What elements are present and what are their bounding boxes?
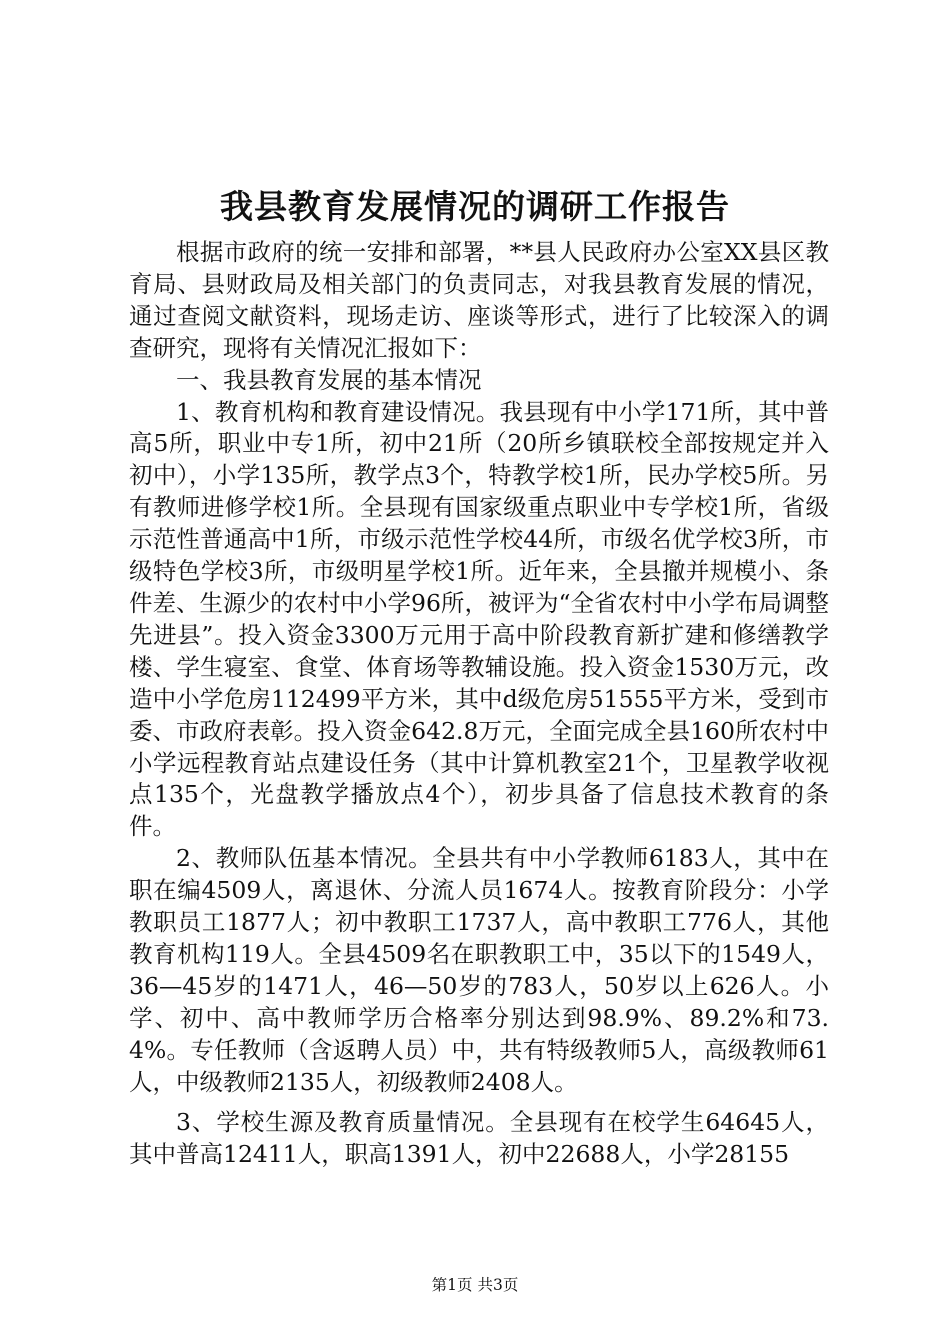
document-title: 我县教育发展情况的调研工作报告: [220, 187, 730, 226]
paragraph-education-institutions: 1、教育机构和教育建设情况。我县现有中小学171所，其中普高5所，职业中专1所，初中21所（20所乡镇联校全部按规定并入初中），小学135所，教学点3个，特教学校1所，民办学校5所。另有教师进修学校1所。全县现有国家级重点职业中专学校1所，省级示范性普通高中1所，市级示范性学校44所，市级名优学校3所，市级特色学校3所，市级明星学校1所。近年来，全县撤并规模小、条件差、生源少的农村中小学96所，被评为“全省农村中小学布局调整先进县”。投入资金3300万元用于高中阶段教育新扩建和修缮教学楼、学生寝室、食堂、体育场等教辅设施。投入资金1530万元，改造中小学危房112499平方米，其中d级危房51555平方米，受到市委、市政府表彰。投入资金642.8万元，全面完成全县160所农村中小学远程教育站点建设任务（其中计算机教室21个，卫星教学收视点135个，光盘教学播放点4个），初步具备了信息技术教育的条件。: [129, 397, 829, 841]
section-heading-basic-situation: 一、我县教育发展的基本情况: [176, 365, 482, 394]
paragraph-student-source: 3、学校生源及教育质量情况。全县现有在校学生64645人，其中普高12411人，职高1391人，初中22688人，小学28155: [129, 1108, 829, 1169]
page-number-footer: 第1页 共3页: [431, 1276, 519, 1294]
paragraph-intro: 根据市政府的统一安排和部署，**县人民政府办公室XX县区教育局、县财政局及相关部门的负责同志，对我县教育发展的情况，通过查阅文献资料，现场走访、座谈等形式，进行了比较深入的调查研究，现将有关情况汇报如下：: [129, 238, 829, 362]
paragraph-teacher-team: 2、教师队伍基本情况。全县共有中小学教师6183人，其中在职在编4509人，离退休、分流人员1674人。按教育阶段分：小学教职员工1877人；初中教职工1737人，高中教职工776人，其他教育机构119人。全县4509名在职教职工中，35以下的1549人，36—45岁的1471人，46—50岁的783人，50岁以上626人。小学、初中、高中教师学历合格率分别达到98.9%、89.2%和73.4%。专任教师（含返聘人员）中，共有特级教师5人，高级教师61人，中级教师2135人，初级教师2408人。: [129, 844, 829, 1096]
document-body: [129, 237, 829, 1171]
